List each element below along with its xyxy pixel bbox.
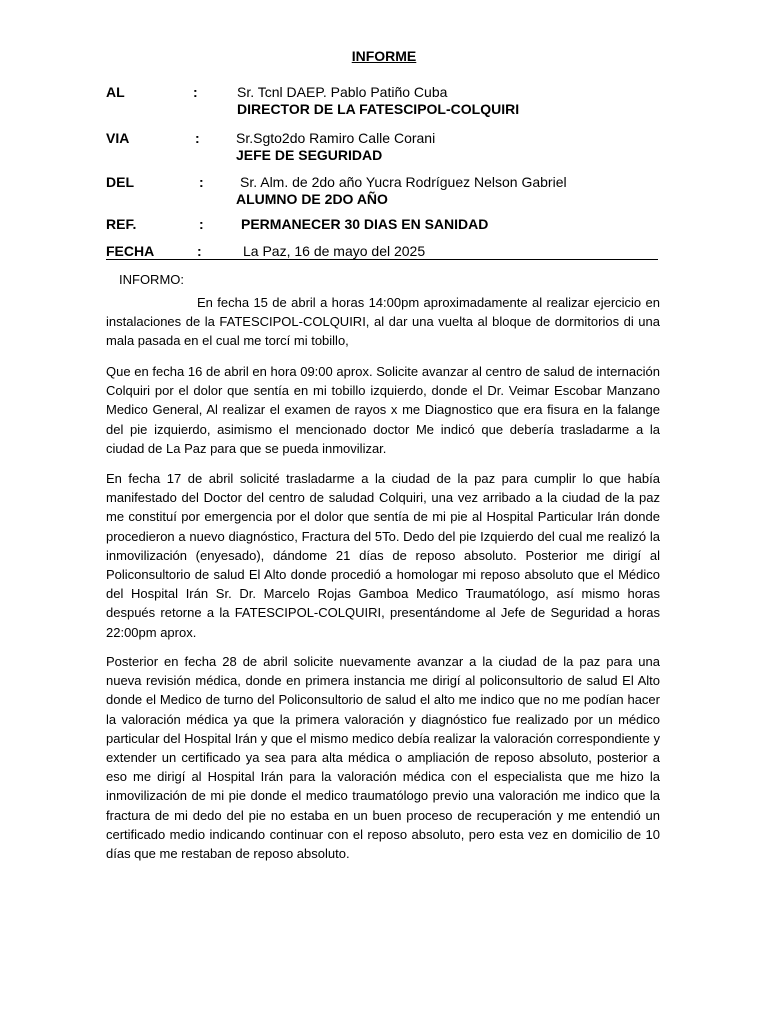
header-fecha-label: FECHA (106, 243, 155, 259)
header-divider (106, 259, 658, 260)
header-via-label: VIA (106, 130, 130, 146)
header-ref-value: PERMANECER 30 DIAS EN SANIDAD (241, 216, 489, 232)
body-paragraph-2: Que en fecha 16 de abril en hora 09:00 aprox. Solicite avanzar al centro de salud de internación Colquiri por el dolor que sentía en mi tobillo izquierdo, donde el Dr. Veimar Escobar Manzano Medico General, Al realizar el examen de rayos x me Diagnostico que era fisura en la falange del pie izquierdo, asimismo el mencionado doctor Me indicó que debería trasladarme a la ciudad de La Paz para que se pueda inmovilizar. (106, 364, 660, 456)
header-ref-colon: : (199, 216, 204, 232)
header-fecha-colon: : (197, 243, 202, 259)
header-del-label: DEL (106, 174, 134, 190)
header-al-label: AL (106, 84, 125, 100)
header-ref-label: REF. (106, 216, 137, 232)
body-paragraph-3: En fecha 17 de abril solicité trasladarme a la ciudad de la paz para cumplir lo que había manifestado del Doctor del centro de saludad Colquiri, una vez arribado a la ciudad de la paz me constituí por emergencia por el dolor que sentía de mi pie al Hospital Particular Irán donde procedieron a nuevo diagnóstico, Fractura del 5To. Dedo del pie Izquierdo del cual me realizó la inmovilización (enyesado), dándome 21 días de reposo absoluto. Posterior me dirigí al Policonsultorio de salud El Alto donde procedió a homologar mi reposo absoluto que el Médico del Hospital Irán Sr. Dr. Marcelo Rojas Gamboa Medico Traumatólogo, así mismo horas después retorne a la FATESCIPOL-COLQUIRI, presentándome al Jefe de Seguridad a horas 22:00pm aprox. (106, 471, 660, 640)
header-del-position: ALUMNO DE 2DO AÑO (236, 191, 388, 207)
header-del-name: Sr. Alm. de 2do año Yucra Rodríguez Nelson Gabriel (240, 174, 567, 190)
header-via-colon: : (195, 130, 200, 146)
header-al-value (237, 84, 519, 118)
header-al-position: DIRECTOR DE LA FATESCIPOL-COLQUIRI (237, 101, 520, 117)
header-al-colon: : (193, 84, 198, 100)
header-via-name: Sr.Sgto2do Ramiro Calle Corani (236, 130, 436, 146)
header-fecha-value: La Paz, 16 de mayo del 2025 (243, 243, 426, 259)
header-via-value (236, 130, 435, 164)
document-title: INFORME (351, 48, 417, 64)
header-via-position: JEFE DE SEGURIDAD (236, 147, 383, 163)
header-al-name: Sr. Tcnl DAEP. Pablo Patiño Cuba (237, 84, 448, 100)
body-intro: INFORMO: (119, 272, 184, 287)
header-del-colon: : (199, 174, 204, 190)
body-paragraph-1: En fecha 15 de abril a horas 14:00pm aproximadamente al realizar ejercicio en instalaciones de la FATESCIPOL-COLQUIRI, al dar una vuelta al bloque de dormitorios di una mala pasada en el cual me torcí mi tobillo, (106, 295, 660, 349)
body-paragraph-4: Posterior en fecha 28 de abril solicite nuevamente avanzar a la ciudad de la paz para una nueva revisión médica, donde en primera instancia me dirigí al policonsultorio de salud El Alto donde el Medico de turno del Policonsultorio de salud el alto me indico que no me podían hacer la valoración médica ya que la primera valoración y diagnóstico fue realizado por un médico particular del Hospital Irán y que el mismo medico debía realizar la valoración correspondiente y extender un certificado ya sea para alta médica o ampliación de reposo absoluto, posterior a eso me dirigí al Hospital Irán para la valoración médica con el especialista que me hizo la inmovilización de mi pie donde el medico traumatólogo previo una valoración me indico que la fractura de mi dedo del pie no estaba en un buen proceso de recuperación y me entendió un certificado medio indicando continuar con el reposo absoluto, pero esta vez en domicilio de 10 días que me restaban de reposo absoluto. (106, 654, 660, 862)
header-del-value (236, 174, 567, 208)
